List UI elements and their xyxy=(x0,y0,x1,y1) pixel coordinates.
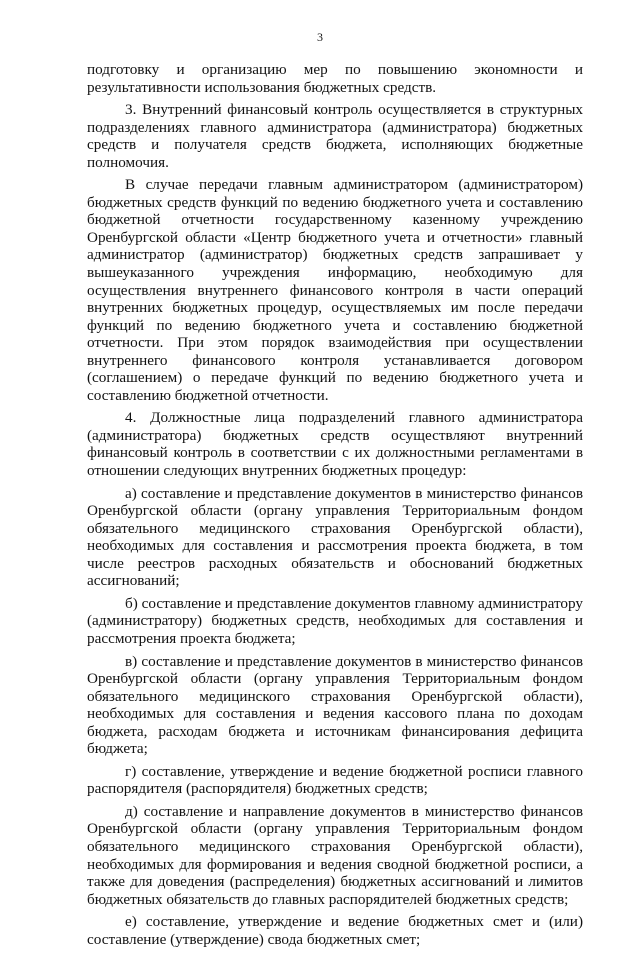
paragraph-clause-3: 3. Внутренний финансовый контроль осуществляется в структурных подразделениях главного администратора (администратора) бюджетных средств и получателя средств бюджета, исполняющих бюджетные полномочия. xyxy=(87,101,583,171)
page-number: 3 xyxy=(317,30,323,44)
paragraph-item-g: г) составление, утверждение и ведение бюджетной росписи главного распорядителя (распорядителя) бюджетных средств; xyxy=(87,762,583,798)
paragraph-continuation: подготовку и организацию мер по повышению экономности и результативности использования бюджетных средств. xyxy=(87,61,583,96)
paragraph-item-e: е) составление, утверждение и ведение бюджетных смет и (или) составление (утверждение) свода бюджетных смет; xyxy=(87,913,583,948)
paragraph-clause-4: 4. Должностные лица подразделений главного администратора (администратора) бюджетных средств осуществляют внутренний финансовый контроль в соответствии с их должностными регламентами в отношении следующих внутренних бюджетных процедур: xyxy=(87,409,583,480)
paragraph-item-v: в) составление и представление документов в министерство финансов Оренбургской области (органу управления Территориальным фондом обязательного медицинского страхования Оренбургской области), необходимых для составления и ведения кассового плана по доходам бюджета, расходам бюджета и источникам финансирования дефицита бюджета; xyxy=(87,652,583,758)
paragraph-item-a: а) составление и представление документов в министерство финансов Оренбургской области (органу управления Территориальным фондом обязательного медицинского страхования Оренбургской области), необходимых для составления и рассмотрения проекта бюджета, в том числе реестров расходных обязательств и обоснований бюджетных ассигнований; xyxy=(87,484,583,590)
paragraph-transfer-of-functions: В случае передачи главным администратором (администратором) бюджетных средств функций по ведению бюджетного учета и составлению бюджетной отчетности государственному казенному учреждению Оренбургской области «Центр бюджетного учета и отчетности» главный администратор (администратор) бюджетных средств запрашивает у вышеуказанного учреждения информацию, необходимую для осуществления внутреннего финансового контроля в части операций внутренних бюджетных процедур, осуществляемых им после передачи функций по ведению бюджетного учета и составлению бюджетной отчетности. При этом порядок взаимодействия при осуществлении внутреннего финансового контроля устанавливается договором (соглашением) о передаче функций по ведению бюджетного учета и составлению бюджетной отчетности. xyxy=(87,176,583,404)
paragraph-item-b: б) составление и представление документов главному администратору (администратору) бюджетных средств, необходимых для составления и рассмотрения проекта бюджета; xyxy=(87,594,583,647)
document-body xyxy=(87,61,583,953)
paragraph-item-d: д) составление и направление документов в министерство финансов Оренбургской области (органу управления Территориальным фондом обязательного медицинского страхования Оренбургской области), необходимых для формирования и ведения сводной бюджетной росписи, а также для доведения (распределения) бюджетных ассигнований и лимитов бюджетных обязательств до главных распорядителей бюджетных средств; xyxy=(87,802,583,908)
